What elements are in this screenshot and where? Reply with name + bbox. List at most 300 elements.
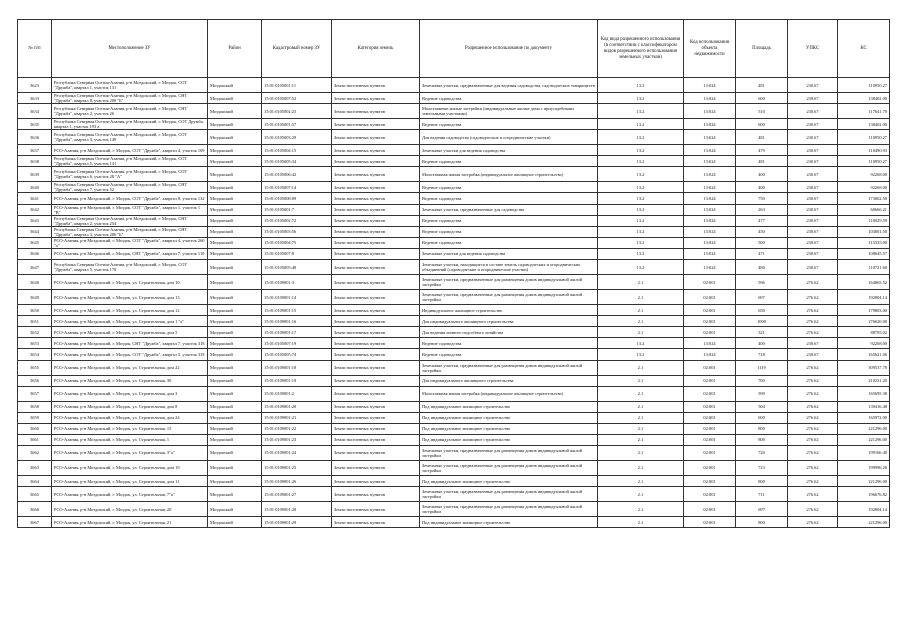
cell-cadastral-number: 15:01:0105002:72 — [262, 215, 332, 226]
cell-location: РСО-Алания, р-н Моздокский, г. Моздок, ул. Строительная, 21 — [52, 517, 208, 528]
cell-permitted-use: Ведение садоводства — [420, 215, 598, 226]
cell-permitted-use: Для ведения садоводства (садоводческие и огороднические участки) — [420, 130, 598, 145]
cell-district: Моздокский — [208, 226, 262, 237]
header-upks: УПКС — [788, 20, 838, 78]
cell-row-number: 3636 — [18, 130, 52, 145]
cell-use-code: 13.2 — [598, 156, 684, 167]
cell-permitted-use: Земельные участки, предназначенные для размещения домов индивидуальной жилой застройки — [420, 502, 598, 517]
cell-upks: 230.67 — [788, 104, 838, 119]
cell-land-category: Земли населенных пунктов — [332, 349, 420, 360]
header-ks: КС — [838, 20, 890, 78]
cell-location: Республика Северная Осетия-Алания, р-н Моздокский, г. Моздок, СНТ "Дружба", квартал 7, участок 52 — [52, 182, 208, 193]
cell-row-number: 3633 — [18, 93, 52, 104]
cell-upks: 276.62 — [788, 502, 838, 517]
cell-area: 650 — [736, 305, 788, 316]
cell-district: Моздокский — [208, 434, 262, 445]
table-row — [18, 260, 890, 275]
cell-upks: 230.67 — [788, 349, 838, 360]
cell-district: Моздокский — [208, 386, 262, 401]
cell-cadastral-number: 15:01:0109001:17 — [262, 327, 332, 338]
cell-cadastral-number: 15:01:0105001:11 — [262, 78, 332, 93]
cell-use-code: 13.2 — [598, 93, 684, 104]
cell-use-code: 2.1 — [598, 487, 684, 502]
cell-ks: 92268.00 — [838, 182, 890, 193]
cell-district: Моздокский — [208, 93, 262, 104]
cell-land-category: Земли населенных пунктов — [332, 130, 420, 145]
cell-location: Республика Северная Осетия-Алания, р-н Моздокский, г. Моздок, СНТ "Дружба", квартал 3, участок 206 "Б" — [52, 226, 208, 237]
cell-permitted-use: Под индивидуальное жилищное строительство — [420, 434, 598, 445]
cell-row-number: 3667 — [18, 517, 52, 528]
cell-cadastral-number: 15:01:0109001:20 — [262, 401, 332, 412]
cell-land-category: Земли населенных пунктов — [332, 204, 420, 215]
cell-use-code: 2.1 — [598, 517, 684, 528]
table-row — [18, 316, 890, 327]
cell-permitted-use: Земельные участки для ведения садоводства — [420, 248, 598, 259]
cell-use-code: 13.2 — [598, 204, 684, 215]
cell-district: Моздокский — [208, 316, 262, 327]
cell-land-category: Земли населенных пунктов — [332, 248, 420, 259]
cell-location: РСО-Алания, р-н Моздокский, г. Моздок, ул. Строительная, дом 5 — [52, 327, 208, 338]
cell-district: Моздокский — [208, 156, 262, 167]
cell-permitted-use: Под индивидуальное жилищное строительство — [420, 401, 598, 412]
cell-row-number: 3648 — [18, 275, 52, 290]
cell-ks: 221296.00 — [838, 434, 890, 445]
cell-row-number: 3664 — [18, 475, 52, 486]
cell-row-number: 3654 — [18, 349, 52, 360]
cell-ks: 309537.78 — [838, 360, 890, 375]
cell-upks: 230.67 — [788, 204, 838, 215]
cell-row-number: 3644 — [18, 226, 52, 237]
cell-row-number: 3642 — [18, 204, 52, 215]
cell-district: Моздокский — [208, 145, 262, 156]
cell-land-category: Земли населенных пунктов — [332, 316, 420, 327]
cell-district: Моздокский — [208, 237, 262, 248]
cell-land-category: Земли населенных пунктов — [332, 193, 420, 204]
cell-ks: 199996.26 — [838, 460, 890, 475]
cell-cadastral-number: 15:01:0105004:15 — [262, 145, 332, 156]
cell-use-code: 2.1 — [598, 386, 684, 401]
cell-district: Моздокский — [208, 305, 262, 316]
cell-object-use-code: 13:024 — [684, 145, 736, 156]
land-plots-table — [17, 19, 890, 528]
cell-land-category: Земли населенных пунктов — [332, 412, 420, 423]
cell-permitted-use: Под индивидуальное жилищное строительство — [420, 517, 598, 528]
cell-district: Моздокский — [208, 460, 262, 475]
cell-area: 800 — [736, 517, 788, 528]
header-area: Площадь — [736, 20, 788, 78]
cell-location: РСО-Алания, р-н Моздокский, г. Моздок, СОТ "Дружба", квартал 4, участок 109 — [52, 145, 208, 156]
cell-ks: 60666.21 — [838, 204, 890, 215]
cell-cadastral-number: 15:01:0105008:09 — [262, 193, 332, 204]
cell-ks: 276620.00 — [838, 316, 890, 327]
cell-area: 510 — [736, 104, 788, 119]
cell-area: 800 — [736, 434, 788, 445]
cell-upks: 276.62 — [788, 305, 838, 316]
cell-permitted-use: Земельные участки, предназначенные для ведения садоводства, садоводческих товариществ — [420, 78, 598, 93]
cell-cadastral-number: 15:01:0105007:8 — [262, 248, 332, 259]
cell-location: Республика Северная Осетия-Алания, р-н Моздокский, г. Моздок, СОТ "Дружба", квартал 3, участок 149 — [52, 130, 208, 145]
cell-row-number: 3635 — [18, 119, 52, 130]
cell-land-category: Земли населенных пунктов — [332, 119, 420, 130]
cell-permitted-use: Земельные участки, предназначенные для садоводства — [420, 204, 598, 215]
cell-ks: 164865.52 — [838, 275, 890, 290]
cell-upks: 230.67 — [788, 182, 838, 193]
cell-area: 720 — [736, 445, 788, 460]
cell-permitted-use: Ведение садоводства — [420, 338, 598, 349]
cell-row-number: 3637 — [18, 145, 52, 156]
cell-land-category: Земли населенных пунктов — [332, 275, 420, 290]
cell-use-code: 13.2 — [598, 349, 684, 360]
cell-district: Моздокский — [208, 487, 262, 502]
table-row — [18, 445, 890, 460]
cell-object-use-code: 13:024 — [684, 248, 736, 259]
cell-row-number: 3652 — [18, 327, 52, 338]
cell-ks: 110721.60 — [838, 260, 890, 275]
cell-object-use-code: 13:024 — [684, 104, 736, 119]
cell-location: Республика Северная Осетия-Алания, р-н Моздокский, г. Моздок, СОТ "Дружба", квартал 6, участок 28 "А" — [52, 167, 208, 182]
cell-use-code: 13.2 — [598, 215, 684, 226]
cell-ks: 173002.50 — [838, 193, 890, 204]
cell-cadastral-number: 15:01:0105002:25 — [262, 104, 332, 119]
cell-location: Республика Северная Осетия-Алания, р-н Моздокский, г. Моздок, СОТ Дружба, квартал 1, участок 193 а — [52, 119, 208, 130]
cell-upks: 230.67 — [788, 156, 838, 167]
cell-land-category: Земли населенных пунктов — [332, 237, 420, 248]
cell-ks: 138402.00 — [838, 119, 890, 130]
cell-row-number: 3650 — [18, 305, 52, 316]
cell-upks: 276.62 — [788, 460, 838, 475]
cell-use-code: 13.2 — [598, 167, 684, 182]
cell-cadastral-number: 15:01:0109001:16 — [262, 316, 332, 327]
cell-cadastral-number: 15:01:0109001:15 — [262, 305, 332, 316]
cell-land-category: Земли населенных пунктов — [332, 145, 420, 156]
cell-use-code: 13.2 — [598, 182, 684, 193]
table-row — [18, 237, 890, 248]
cell-object-use-code: 02:001 — [684, 445, 736, 460]
table-row — [18, 119, 890, 130]
table-row — [18, 401, 890, 412]
cell-upks: 276.62 — [788, 360, 838, 375]
cell-ks: 110950.27 — [838, 130, 890, 145]
cell-area: 697 — [736, 290, 788, 305]
cell-row-number: 3623 — [18, 78, 52, 93]
cell-area: 321 — [736, 327, 788, 338]
cell-area: 479 — [736, 145, 788, 156]
cell-object-use-code: 02:001 — [684, 386, 736, 401]
cell-row-number: 3657 — [18, 386, 52, 401]
cell-cadastral-number: 15:01:0109001:18 — [262, 360, 332, 375]
cell-cadastral-number: 15:01:0105007:52 — [262, 93, 332, 104]
cell-cadastral-number: 15:01:0109001:14 — [262, 290, 332, 305]
cell-permitted-use: Ведение садоводства — [420, 193, 598, 204]
cell-object-use-code: 02:001 — [684, 305, 736, 316]
cell-use-code: 2.1 — [598, 423, 684, 434]
cell-area: 800 — [736, 475, 788, 486]
cell-object-use-code: 02:001 — [684, 275, 736, 290]
cell-location: Республика Северная Осетия-Алания, р-н Моздокский, г. Моздок, СОТ "Дружба", квартал 1, участок 131 — [52, 78, 208, 93]
cell-ks: 165972.00 — [838, 412, 890, 423]
cell-area: 477 — [736, 215, 788, 226]
cell-location: Республика Северная Осетия-Алания, р-н Моздокский, г. Моздок, СОТ "Дружба", квартал 5, участок 170 — [52, 260, 208, 275]
cell-ks: 110950.27 — [838, 156, 890, 167]
cell-permitted-use: Под индивидуальное жилищное строительство — [420, 423, 598, 434]
cell-upks: 230.67 — [788, 237, 838, 248]
cell-cadastral-number: 15:01:0109001:24 — [262, 445, 332, 460]
cell-object-use-code: 02:001 — [684, 360, 736, 375]
cell-permitted-use: Земельные участки, предназначенные для размещения домов индивидуальной жилой застройки — [420, 275, 598, 290]
cell-object-use-code: 02:001 — [684, 290, 736, 305]
cell-ks: 110950.27 — [838, 78, 890, 93]
table-row — [18, 78, 890, 93]
cell-row-number: 3665 — [18, 487, 52, 502]
cell-area: 400 — [736, 182, 788, 193]
header-use-code: Код вида разрешенного использования (в соответствии с классификатором видов разрешенного использования земельных участков) — [598, 20, 684, 78]
table-row — [18, 104, 890, 119]
cell-district: Моздокский — [208, 260, 262, 275]
cell-land-category: Земли населенных пунктов — [332, 78, 420, 93]
cell-use-code: 13.2 — [598, 338, 684, 349]
cell-use-code: 13.2 — [598, 145, 684, 156]
cell-location: РСО-Алания, р-н Моздокский, г. Моздок, ул. Строительная, дом 19 — [52, 460, 208, 475]
cell-land-category: Земли населенных пунктов — [332, 93, 420, 104]
cell-area: 718 — [736, 349, 788, 360]
cell-use-code: 13.2 — [598, 130, 684, 145]
cell-land-category: Земли населенных пунктов — [332, 104, 420, 119]
cell-upks: 230.67 — [788, 338, 838, 349]
cell-ks: 221296.00 — [838, 423, 890, 434]
cell-district: Моздокский — [208, 78, 262, 93]
table-row — [18, 193, 890, 204]
cell-land-category: Земли населенных пунктов — [332, 460, 420, 475]
cell-object-use-code: 02:001 — [684, 487, 736, 502]
cell-ks: 165695.38 — [838, 386, 890, 401]
table-row — [18, 290, 890, 305]
table-row — [18, 156, 890, 167]
cell-land-category: Земли населенных пунктов — [332, 327, 420, 338]
cell-use-code: 13.2 — [598, 226, 684, 237]
cell-area: 760 — [736, 375, 788, 386]
header-cadastral-number: Кадастровый номер ЗУ — [262, 20, 332, 78]
table-row — [18, 182, 890, 193]
cell-permitted-use: Малоэтажная жилая застройка (индивидуальное жилищное строительство) — [420, 167, 598, 182]
cell-object-use-code: 02:001 — [684, 423, 736, 434]
cell-ks: 108645.57 — [838, 248, 890, 259]
cell-object-use-code: 02:001 — [684, 401, 736, 412]
cell-object-use-code: 13:024 — [684, 226, 736, 237]
cell-permitted-use: Ведение садоводства — [420, 119, 598, 130]
table-row — [18, 130, 890, 145]
table-row — [18, 338, 890, 349]
cell-land-category: Земли населенных пунктов — [332, 386, 420, 401]
cell-permitted-use: Для индивидуального жилищного строительства — [420, 316, 598, 327]
cell-row-number: 3655 — [18, 360, 52, 375]
cell-cadastral-number: 15:01:0105005:74 — [262, 349, 332, 360]
cell-area: 480 — [736, 260, 788, 275]
cell-ks: 110490.93 — [838, 145, 890, 156]
cell-land-category: Земли населенных пунктов — [332, 517, 420, 528]
header-location: Местоположение ЗУ — [52, 20, 208, 78]
cell-use-code: 2.1 — [598, 305, 684, 316]
table-row — [18, 517, 890, 528]
cell-object-use-code: 02:001 — [684, 316, 736, 327]
table-row — [18, 167, 890, 182]
cell-land-category: Земли населенных пунктов — [332, 487, 420, 502]
cell-ks: 192804.14 — [838, 290, 890, 305]
cell-cadastral-number: 15:01:0109001:2 — [262, 386, 332, 401]
cell-cadastral-number: 15:01:0109001:19 — [262, 375, 332, 386]
cell-area: 263 — [736, 204, 788, 215]
table-row — [18, 386, 890, 401]
cell-land-category: Земли населенных пунктов — [332, 290, 420, 305]
cell-cadastral-number: 15:01:0109001:3 — [262, 275, 332, 290]
cell-upks: 230.67 — [788, 78, 838, 93]
cell-land-category: Земли населенных пунктов — [332, 167, 420, 182]
cell-area: 500 — [736, 237, 788, 248]
cell-land-category: Земли населенных пунктов — [332, 475, 420, 486]
cell-upks: 230.67 — [788, 226, 838, 237]
cell-row-number: 3659 — [18, 412, 52, 423]
cell-row-number: 3634 — [18, 104, 52, 119]
cell-upks: 276.62 — [788, 475, 838, 486]
cell-area: 471 — [736, 248, 788, 259]
table-row — [18, 145, 890, 156]
table-row — [18, 349, 890, 360]
table-row — [18, 412, 890, 423]
cell-object-use-code: 13:024 — [684, 167, 736, 182]
cell-ks: 117641.70 — [838, 104, 890, 119]
cell-land-category: Земли населенных пунктов — [332, 445, 420, 460]
cell-permitted-use: Малоэтажные жилые застройки (индивидуальные жилые дома с приусадебными земельными участками) — [420, 104, 598, 119]
cell-district: Моздокский — [208, 204, 262, 215]
cell-object-use-code: 02:001 — [684, 434, 736, 445]
cell-permitted-use: Земельные участки для ведения садоводства — [420, 145, 598, 156]
cell-upks: 230.67 — [788, 248, 838, 259]
cell-row-number: 3639 — [18, 167, 52, 182]
cell-ks: 92268.00 — [838, 167, 890, 182]
cell-use-code: 2.1 — [598, 401, 684, 412]
cell-use-code: 13.2 — [598, 260, 684, 275]
cell-use-code: 2.1 — [598, 375, 684, 386]
cell-area: 750 — [736, 193, 788, 204]
table-body — [18, 78, 890, 528]
cell-cadastral-number: 15:01:0109001:22 — [262, 423, 332, 434]
cell-object-use-code: 02:001 — [684, 502, 736, 517]
cell-row-number: 3663 — [18, 460, 52, 475]
cell-location: РСО-Алания, р-н Моздокский, г. Моздок, ул. Строительная, дом 22 — [52, 360, 208, 375]
cell-object-use-code: 13:024 — [684, 119, 736, 130]
cell-permitted-use: Ведение садоводства — [420, 93, 598, 104]
cell-cadastral-number: 15:01:0109001:25 — [262, 460, 332, 475]
cell-use-code: 2.1 — [598, 434, 684, 445]
cell-ks: 221296.00 — [838, 475, 890, 486]
cell-cadastral-number: 15:01:0105003:29 — [262, 130, 332, 145]
cell-permitted-use: Под индивидуальное жилищное строительство — [420, 412, 598, 423]
cell-district: Моздокский — [208, 215, 262, 226]
cell-location: РСО-Алания, р-н Моздокский, г. Моздок, ул. Строительная, дом 24 — [52, 412, 208, 423]
cell-upks: 230.67 — [788, 193, 838, 204]
cell-location: РСО-Алания, р-н Моздокский, г. Моздок, СНТ "Дружба", квартал 7, участок 110 — [52, 248, 208, 259]
cell-location: РСО-Алания, р-н Моздокский, г. Моздок, СОТ "Дружба", квартал 4, участок 260 "а" — [52, 237, 208, 248]
table-row — [18, 360, 890, 375]
table-row — [18, 502, 890, 517]
table-row — [18, 460, 890, 475]
header-row-number: № п/п — [18, 20, 52, 78]
cell-use-code: 2.1 — [598, 290, 684, 305]
cell-land-category: Земли населенных пунктов — [332, 375, 420, 386]
cell-permitted-use: Земельные участки, предназначенные для размещения домов индивидуальной жилой застройки — [420, 460, 598, 475]
cell-area: 1000 — [736, 316, 788, 327]
cell-ks: 221296.00 — [838, 517, 890, 528]
cell-row-number: 3656 — [18, 375, 52, 386]
cell-use-code: 2.1 — [598, 327, 684, 338]
cell-area: 800 — [736, 423, 788, 434]
cell-permitted-use: Под индивидуальное жилищное строительство — [420, 475, 598, 486]
cell-permitted-use: Земельные участки, предназначенные для размещения домов индивидуальной жилой застройки — [420, 445, 598, 460]
cell-object-use-code: 13:024 — [684, 215, 736, 226]
header-object-use-code: Код использования объекта недвижимости — [684, 20, 736, 78]
cell-district: Моздокский — [208, 275, 262, 290]
cell-row-number: 3641 — [18, 193, 52, 204]
cell-row-number: 3640 — [18, 182, 52, 193]
cell-upks: 276.62 — [788, 290, 838, 305]
cell-use-code: 2.1 — [598, 460, 684, 475]
cell-cadastral-number: 15:01:0105005:34 — [262, 156, 332, 167]
cell-district: Моздокский — [208, 193, 262, 204]
cell-location: РСО-Алания, р-н Моздокский, г. Моздок, СОТ "Дружба", квартал 5, участок 319 — [52, 349, 208, 360]
cell-land-category: Земли населенных пунктов — [332, 401, 420, 412]
cell-object-use-code: 13:024 — [684, 237, 736, 248]
cell-permitted-use: Для ведения личного подсобного хозяйства — [420, 327, 598, 338]
cell-location: РСО-Алания, р-н Моздокский, г. Моздок, ул. Строительная, 1 — [52, 434, 208, 445]
table-row — [18, 93, 890, 104]
cell-ks: 115335.00 — [838, 237, 890, 248]
cell-upks: 230.67 — [788, 93, 838, 104]
cell-use-code: 2.1 — [598, 412, 684, 423]
cell-district: Моздокский — [208, 104, 262, 119]
cell-area: 600 — [736, 412, 788, 423]
cell-object-use-code: 13:024 — [684, 156, 736, 167]
cell-upks: 276.62 — [788, 517, 838, 528]
cell-cadastral-number: 15:01:0105006:42 — [262, 167, 332, 182]
cell-location: РСО-Алания, р-н Моздокский, г. Моздок, ул. Строительная, 7"а" — [52, 487, 208, 502]
cell-upks: 276.62 — [788, 412, 838, 423]
cell-location: РСО-Алания, р-н Моздокский, г. Моздок, ул. Строительная, 15 — [52, 423, 208, 434]
cell-area: 600 — [736, 119, 788, 130]
cell-ks: 110029.59 — [838, 215, 890, 226]
cell-land-category: Земли населенных пунктов — [332, 423, 420, 434]
cell-upks: 276.62 — [788, 423, 838, 434]
cell-permitted-use: Земельные участки, предназначенные для размещения домов индивидуальной жилой застройки — [420, 487, 598, 502]
cell-row-number: 3651 — [18, 316, 52, 327]
cell-permitted-use: Земельные участки, предназначенные для размещения домов индивидуальной жилой застройки — [420, 290, 598, 305]
cell-cadastral-number: 15:01:0109001:26 — [262, 475, 332, 486]
cell-row-number: 3645 — [18, 237, 52, 248]
cell-row-number: 3653 — [18, 338, 52, 349]
cell-upks: 230.67 — [788, 130, 838, 145]
cell-location: Республика Северная Осетия-Алания, р-н Моздокский, г. Моздок, СНТ "Дружба", квартал 2, участок 26 — [52, 104, 208, 119]
cell-ks: 192804.14 — [838, 502, 890, 517]
cell-district: Моздокский — [208, 475, 262, 486]
cell-land-category: Земли населенных пунктов — [332, 434, 420, 445]
cell-location: РСО-Алания, р-н Моздокский, г. Моздок, ул. Строительная, 30 — [52, 375, 208, 386]
cell-cadastral-number: 15:01:0105001:7 — [262, 204, 332, 215]
cell-cadastral-number: 15:01:0105001:57 — [262, 119, 332, 130]
cell-ks: 92268.00 — [838, 338, 890, 349]
table-row — [18, 475, 890, 486]
cell-cadastral-number: 15:01:0105003:56 — [262, 226, 332, 237]
cell-area: 400 — [736, 338, 788, 349]
cell-ks: 210231.20 — [838, 375, 890, 386]
cell-cadastral-number: 15:01:0105007:14 — [262, 182, 332, 193]
